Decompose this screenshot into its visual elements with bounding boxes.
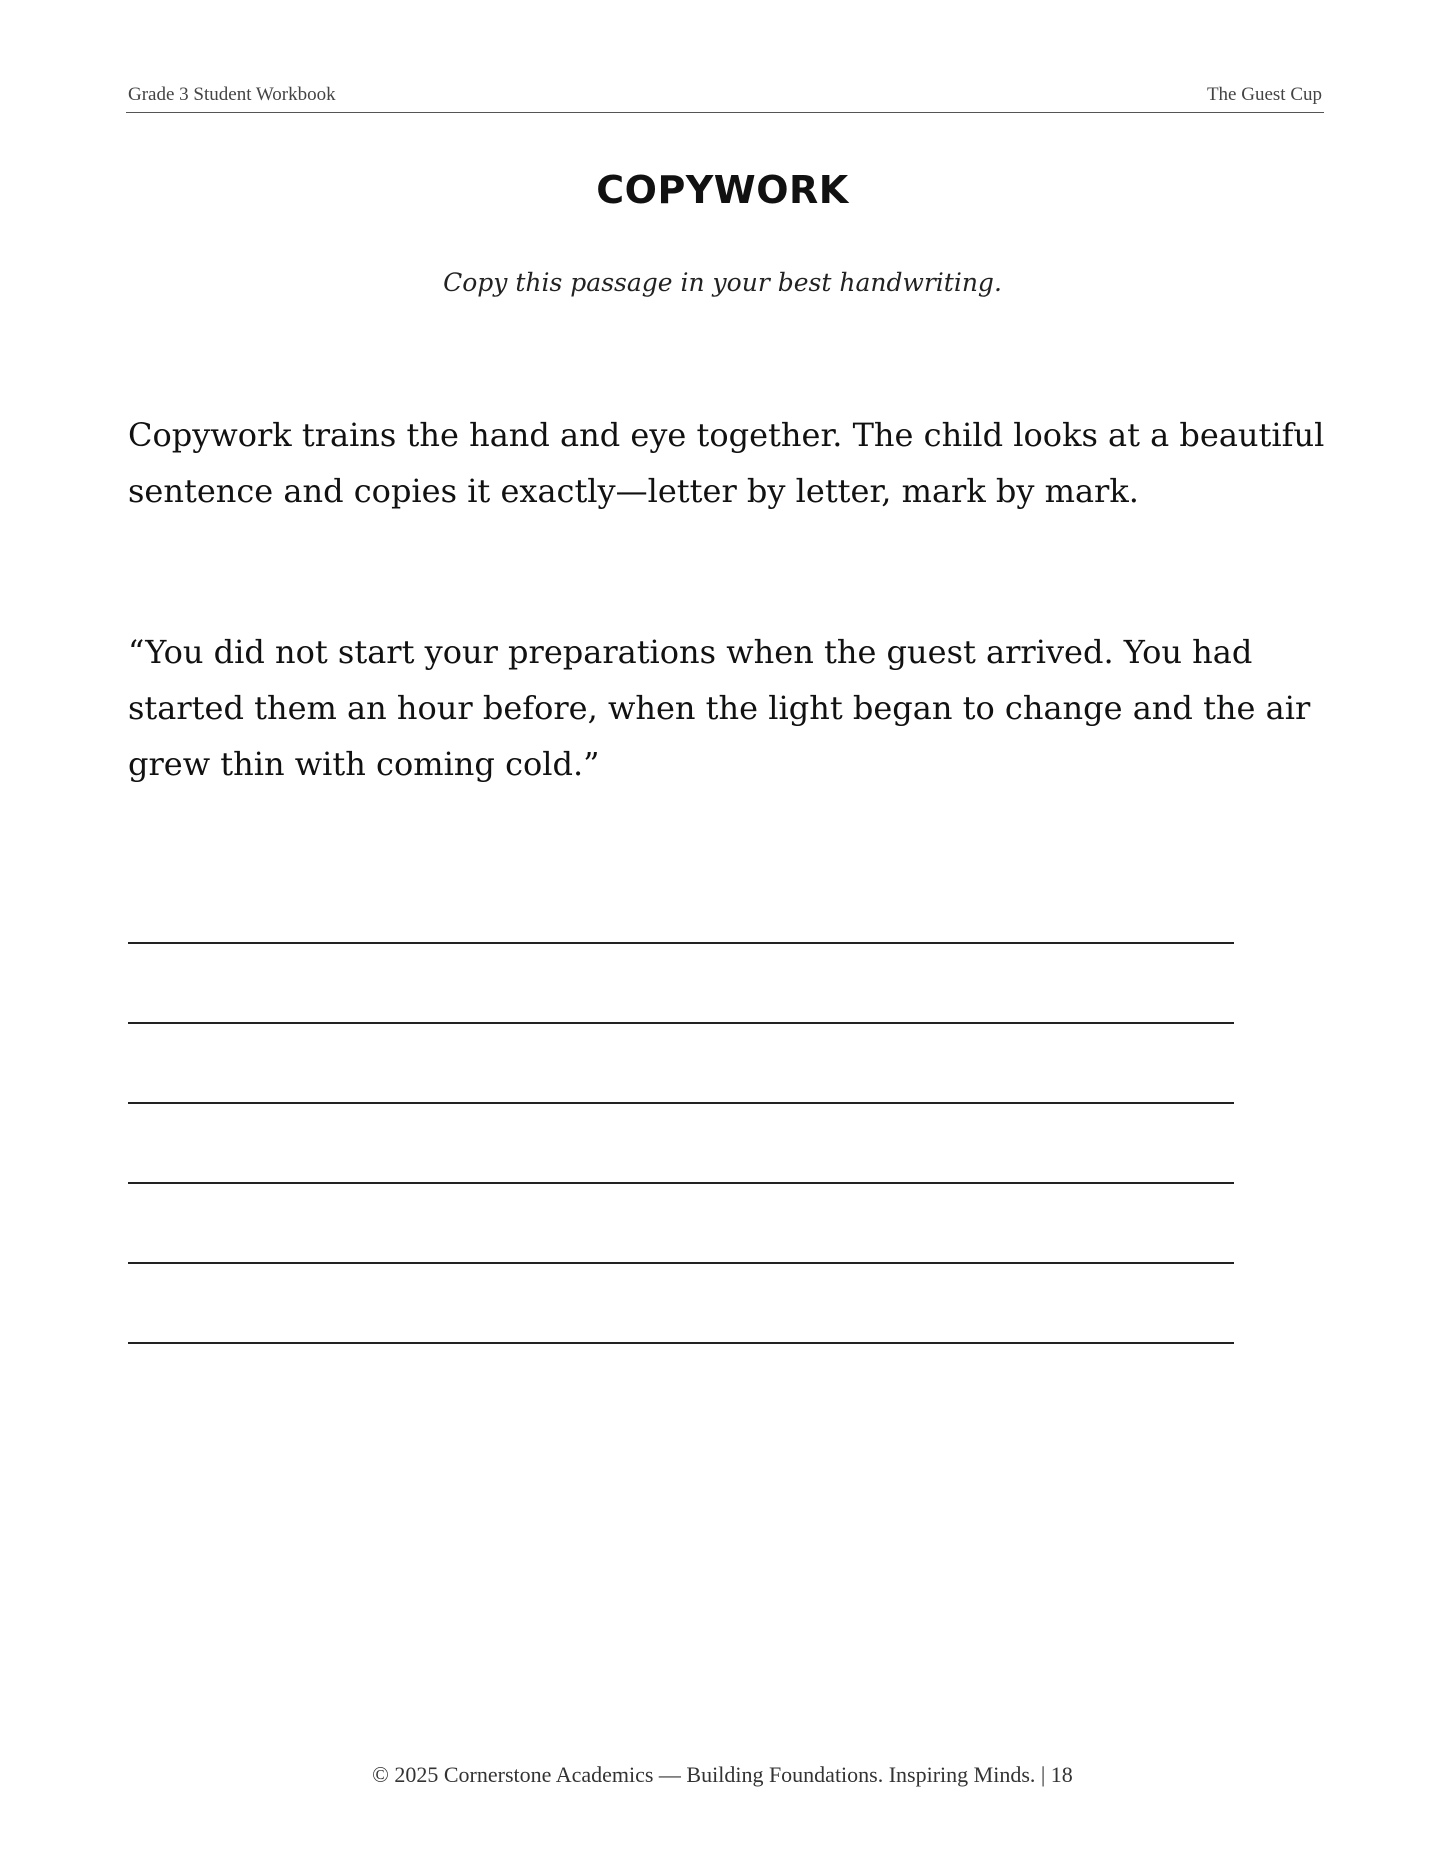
- copy-passage: “You did not start your preparations when the guest arrived. You had started them an hour before, when the light began to change and the air grew thin with coming cold.”: [128, 633, 1311, 783]
- writing-line[interactable]: [128, 1102, 1234, 1104]
- intro-paragraph: Copywork trains the hand and eye together. The child looks at a beautiful sentence and copies it exactly—letter by letter, mark by mark.: [128, 416, 1325, 510]
- header-story-title: The Guest Cup: [1206, 84, 1322, 105]
- writing-line[interactable]: [128, 1342, 1234, 1344]
- writing-line[interactable]: [128, 942, 1234, 944]
- writing-line[interactable]: [128, 1182, 1234, 1184]
- writing-line[interactable]: [128, 1262, 1234, 1264]
- page-title: COPYWORK: [596, 168, 849, 212]
- writing-line[interactable]: [128, 1022, 1234, 1024]
- header-workbook-title: Grade 3 Student Workbook: [128, 84, 336, 105]
- page-header: [126, 84, 1324, 113]
- instruction-text: Copy this passage in your best handwriting.: [443, 268, 1002, 297]
- page-footer: © 2025 Cornerstone Academics — Building Foundations. Inspiring Minds. | 18: [372, 1762, 1073, 1787]
